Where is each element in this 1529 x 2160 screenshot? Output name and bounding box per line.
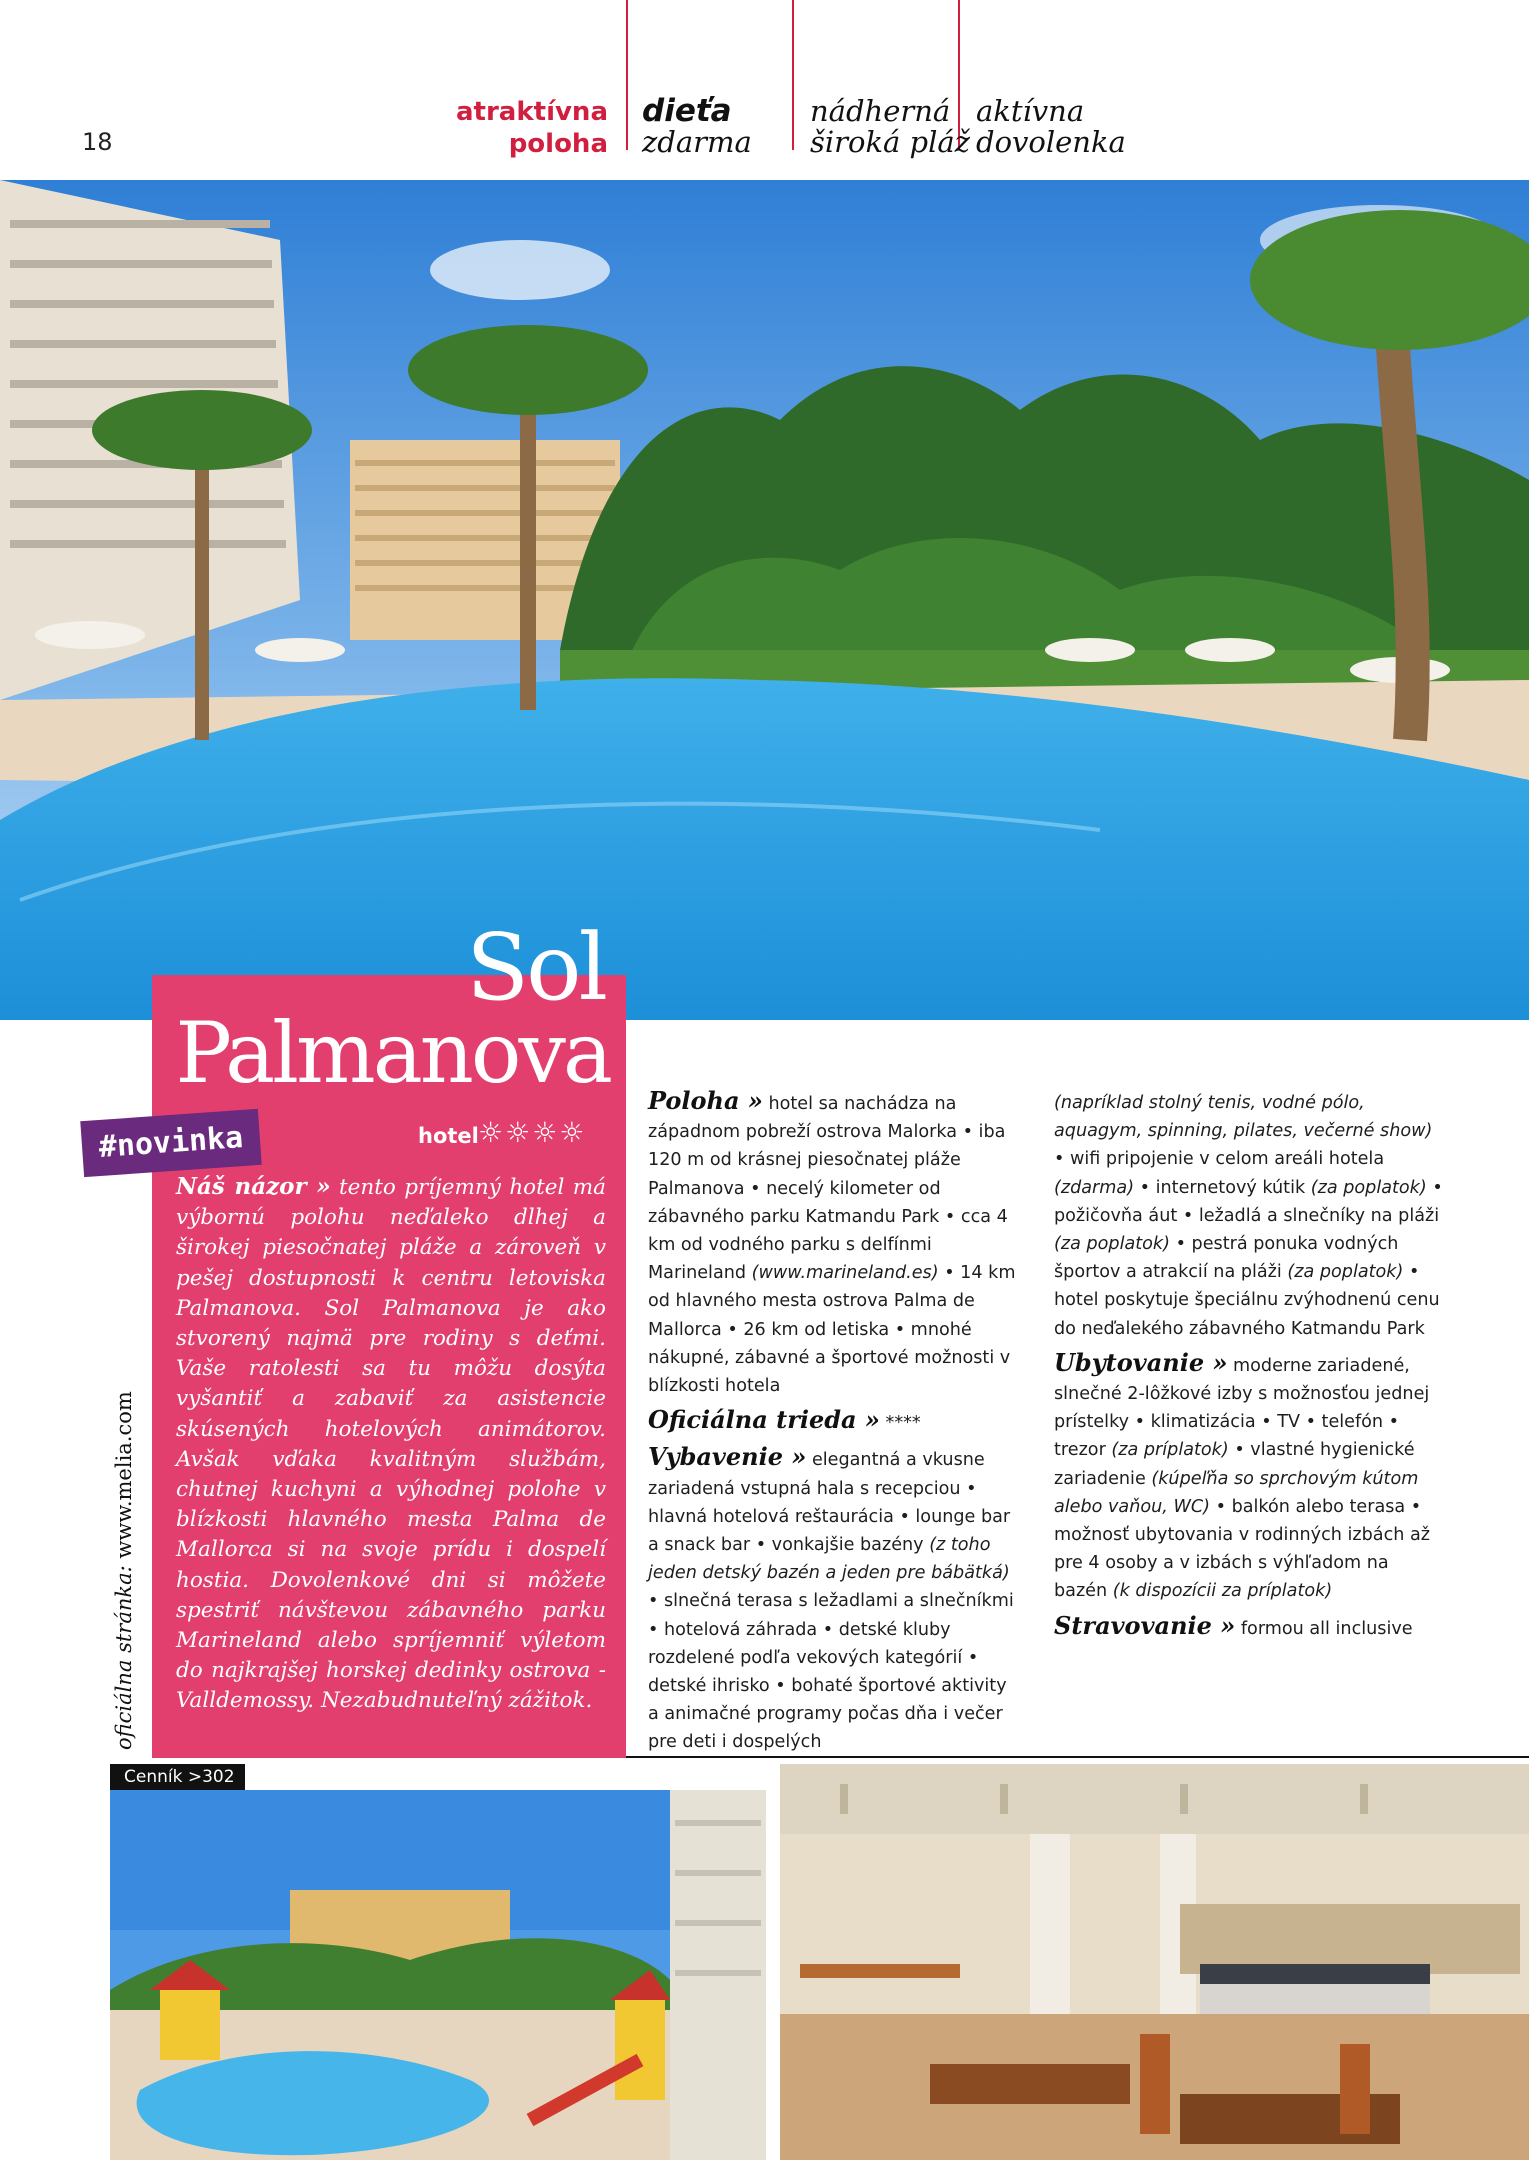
website-label: oficiálna stránka:	[112, 1565, 136, 1750]
section-text: • slnečná terasa s ležadlami a slnečníkmi • hotelová záhrada • detské kluby rozdelené podľa vekových kategórií • detské ihrisko • bohaté športové aktivity a animačné programy počas dňa i večer pre deti i dospelých	[648, 1591, 1014, 1753]
price-list-reference[interactable]: Cenník >302	[110, 1764, 245, 1790]
section-text-italic: (z toho jeden detský bazén a jeden pre bábätká)	[648, 1535, 1010, 1584]
section-text: • wifi pripojenie v celom areáli hotela	[1054, 1149, 1385, 1170]
new-badge: #novinka	[80, 1109, 261, 1177]
feature-active-holiday	[976, 96, 1126, 158]
section-text-italic: (kúpeľňa so sprchovým kútom alebo vaňou, WC)	[1054, 1468, 1419, 1517]
section-text-italic: (za poplatok)	[1054, 1234, 1170, 1255]
section-text: • pestrá ponuka vodných športov a atrakcií na pláži	[1054, 1234, 1399, 1283]
feature-line: zdarma	[642, 125, 752, 159]
feature-line: atraktívna	[456, 97, 608, 127]
info-column-1	[648, 1087, 1018, 1763]
section-text: • vlastné hygienické zariadenie	[1054, 1440, 1415, 1489]
section-text-italic: (za poplatok)	[1287, 1262, 1404, 1283]
section-text-italic: (k dispozícii za príplatok)	[1112, 1581, 1333, 1602]
feature-line: nádherná	[810, 94, 951, 128]
kids-pool-photo	[110, 1790, 766, 2160]
section-facilities	[648, 1443, 1018, 1756]
official-stars: ****	[885, 1413, 921, 1434]
feature-line: široká pláž	[810, 125, 970, 159]
website-reference	[112, 1391, 136, 1750]
restaurant-photo	[780, 1764, 1529, 2160]
feature-beach	[810, 96, 970, 158]
hotel-stars-icon: ☼☼☼☼	[478, 1116, 587, 1149]
feature-line: dovolenka	[976, 125, 1126, 159]
section-accommodation	[1054, 1349, 1444, 1606]
feature-location	[420, 96, 608, 160]
section-text-italic: (napríklad stolný tenis, vodné pólo, aquagym, spinning, pilates, večerné show)	[1054, 1093, 1433, 1142]
feature-line: dieťa	[642, 93, 732, 129]
section-text: formou all inclusive	[1240, 1618, 1413, 1639]
section-text: • balkón alebo terasa • možnosť ubytovania v rodinných izbách až pre 4 osoby a v izbách s výhľadom na bazén	[1054, 1496, 1431, 1602]
section-text-italic: (za poplatok)	[1310, 1177, 1427, 1198]
section-text-italic: (www.marineland.es)	[751, 1263, 939, 1284]
header-divider	[626, 0, 628, 150]
opinion-body: tento príjemný hotel má výbornú polohu neďaleko dlhej a širokej piesočnatej pláže a zároveň v pešej dostupnosti k centru letoviska Palmanova. Sol Palmanova je ako stvorený najmä pre rodiny s deťmi. Vaše ratolesti sa tu môžu dosýta vyšantiť a zabaviť za asistencie skúsených hotelových animátorov. Avšak vďaka kvalitným službám, chutnej kuchyni a výhodnej polohe v blízkosti hlavného mesta Palma de Mallorca si na svoje prídu i dospelí hostia. Dovolenkové dni si môžete spestriť návštevou zábavného parku Marineland alebo spríjemniť výletom do najkrajšej horskej dedinky ostrova - Valldemossy. Nezabudnuteľný zážitok.	[176, 1175, 606, 1714]
divider-line	[626, 1756, 1529, 1758]
section-text: • požičovňa áut • ležadlá a slnečníky na pláži	[1054, 1177, 1443, 1226]
info-column-2	[1054, 1089, 1444, 1649]
hotel-title-line1: Sol	[466, 914, 605, 1021]
hero-photo	[0, 180, 1529, 1020]
section-text-italic: (za príplatok)	[1111, 1440, 1229, 1461]
section-board	[1054, 1612, 1444, 1643]
page-number: 18	[82, 128, 113, 156]
section-official-class	[648, 1406, 1018, 1437]
section-text: hotel sa nachádza na západnom pobreží ostrova Malorka • iba 120 m od krásnej piesočnatej pláže Palmanova • necelý kilometer od zábavného parku Katmandu Park • cca 4 km od vodného parku s delfínmi Marineland	[648, 1094, 1008, 1284]
section-heading: Ubytovanie »	[1054, 1347, 1228, 1377]
section-text-italic: (zdarma)	[1054, 1177, 1135, 1198]
section-heading: Poloha »	[648, 1086, 763, 1115]
feature-child-free	[642, 93, 752, 159]
section-text: elegantná a vkusne zariadená vstupná hala s recepciou • hlavná hotelová reštaurácia • lounge bar a snack bar • vonkajšie bazény	[648, 1450, 1011, 1556]
opinion-heading: Náš názor »	[176, 1173, 331, 1200]
opinion-text	[176, 1172, 606, 1717]
website-url[interactable]: www.melia.com	[112, 1391, 136, 1559]
section-location	[648, 1087, 1018, 1400]
section-text: • internetový kútik	[1139, 1177, 1306, 1198]
section-text: • 14 km od hlavného mesta ostrova Palma de Mallorca • 26 km od letiska • mnohé nákupné, zábavné a športové možnosti v blízkosti hotela	[648, 1263, 1016, 1397]
section-text: • hotel poskytuje špeciálnu zvýhodnenú cenu do neďalekého zábavného Katmandu Park	[1054, 1262, 1440, 1339]
section-heading: Vybavenie »	[648, 1442, 807, 1472]
feature-line: poloha	[508, 129, 608, 159]
section-text: moderne zariadené, slnečné 2-lôžkové izby s možnosťou jednej prístelky • klimatizácia • TV • telefón • trezor	[1054, 1355, 1430, 1461]
header-divider	[792, 0, 794, 150]
section-facilities-cont	[1054, 1089, 1444, 1343]
hotel-title-line2: Palmanova	[175, 1004, 610, 1102]
hotel-category-label: hotel	[418, 1124, 479, 1148]
section-heading: Oficiálna trieda »	[648, 1405, 880, 1435]
section-heading: Stravovanie »	[1054, 1610, 1236, 1640]
feature-line: aktívna	[976, 94, 1085, 128]
